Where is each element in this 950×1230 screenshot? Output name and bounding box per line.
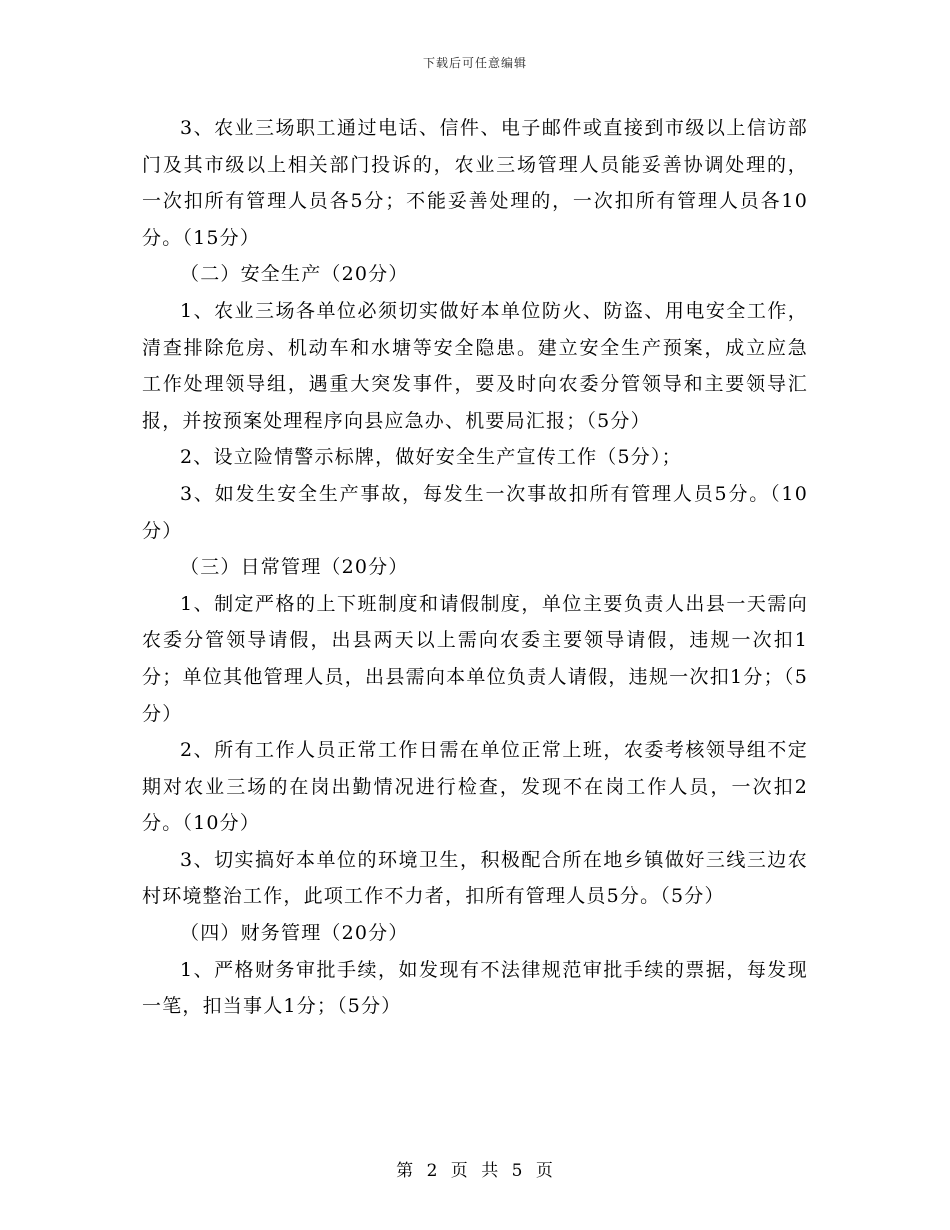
section-heading-finance: （四）财务管理（20分） (180, 922, 409, 945)
page-header: 下载后可任意编辑 (422, 56, 527, 70)
footer-prefix: 第 (396, 1161, 415, 1181)
footer-total-pages: 5 (511, 1161, 524, 1181)
footer-page-number: 2 (426, 1161, 439, 1181)
paragraph-safety-2: 2、设立险情警示标牌，做好安全生产宣传工作（5分）； (180, 446, 682, 469)
paragraph-safety-3: 3、如发生安全生产事故，每发生一次事故扣所有管理人员5分。（10分） (142, 482, 808, 542)
page-footer (0, 1156, 950, 1181)
footer-middle-a: 页 (450, 1161, 469, 1181)
section-heading-daily-management: （三）日常管理（20分） (180, 556, 409, 579)
paragraph-daily-2: 2、所有工作人员正常工作日需在单位正常上班，农委考核领导组不定期对农业三场的在岗出勤情况进行检查，发现不在岗工作人员，一次扣2分。（10分） (142, 739, 808, 835)
section-heading-safety: （二）安全生产（20分） (180, 263, 409, 286)
paragraph-complaints: 3、农业三场职工通过电话、信件、电子邮件或直接到市级以上信访部门及其市级以上相关部门投诉的，农业三场管理人员能妥善协调处理的，一次扣所有管理人员各5分；不能妥善处理的，一次扣所有管理人员各10分。（15分） (142, 117, 808, 249)
paragraph-daily-1: 1、制定严格的上下班制度和请假制度，单位主要负责人出县一天需向农委分管领导请假，出县两天以上需向农委主要领导请假，违规一次扣1分；单位其他管理人员，出县需向本单位负责人请假，违规一次扣1分；（5分） (142, 592, 808, 725)
footer-suffix: 页 (535, 1161, 554, 1181)
paragraph-finance-1: 1、严格财务审批手续，如发现有不法律规范审批手续的票据，每发现一笔，扣当事人1分；（5分） (142, 958, 808, 1018)
paragraph-safety-1: 1、农业三场各单位必须切实做好本单位防火、防盗、用电安全工作，清查排除危房、机动车和水塘等安全隐患。建立安全生产预案，成立应急工作处理领导组，遇重大突发事件，要及时向农委分管领导和主要领导汇报，并按预案处理程序向县应急办、机要局汇报；（5分） (142, 299, 808, 432)
paragraph-daily-3: 3、切实搞好本单位的环境卫生，积极配合所在地乡镇做好三线三边农村环境整治工作，此项工作不力者，扣所有管理人员5分。（5分） (142, 848, 808, 908)
document-body (142, 110, 808, 1025)
footer-middle-b: 共 (481, 1161, 500, 1181)
